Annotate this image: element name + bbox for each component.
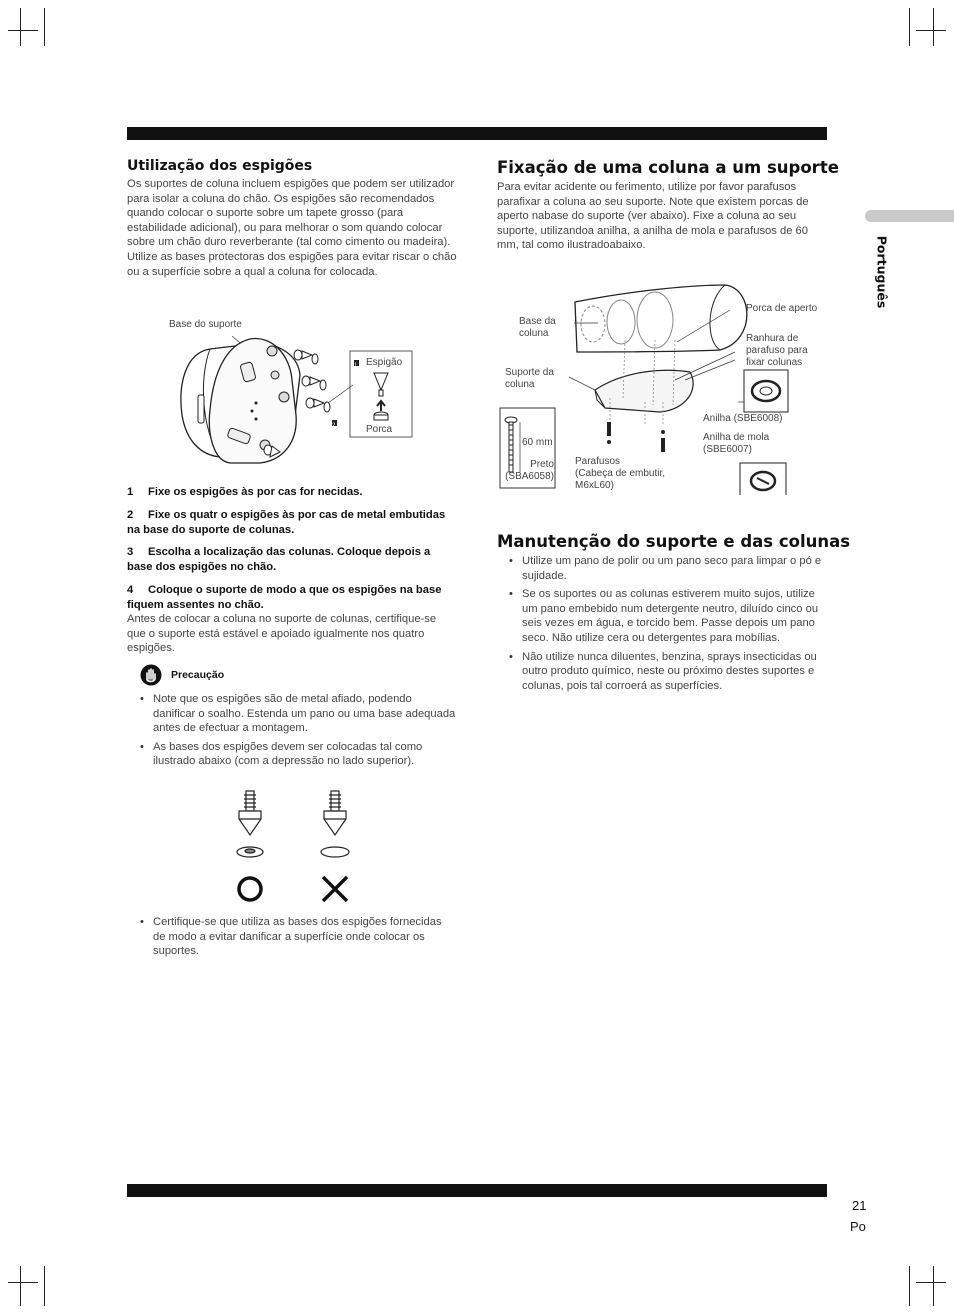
crop-mark xyxy=(44,8,45,46)
caution-item: • As bases dos espigões devem ser colocadas tal como ilustrado abaixo (com a depressão no lado superior). xyxy=(138,740,456,769)
label-preto: Preto (SBA6058) xyxy=(505,459,554,482)
step-4: 4 Coloque o suporte de modo a que os espigões na base fiquem assentes no chão. xyxy=(127,584,442,611)
maintenance-item: • Não utilize nunca diluentes, benzina, sprays insecticidas ou outro produto químico, neste ou próximo destes suportes e colunas, pois tal corroerá as superfícies. xyxy=(507,650,829,694)
header-bar xyxy=(127,127,827,140)
stand-base-figure xyxy=(160,315,430,470)
label-base-do-suporte: Base do suporte xyxy=(169,319,242,330)
crop-mark xyxy=(20,8,21,46)
final-note-list xyxy=(138,915,456,963)
section-title-spikes: Utilização dos espigões xyxy=(127,158,313,174)
section-title-maintenance: Manutenção do suporte e das colunas xyxy=(497,532,851,551)
marker-2: 2 xyxy=(332,423,336,429)
crop-mark xyxy=(8,1282,38,1283)
language-code: Po xyxy=(850,1219,866,1234)
crop-mark xyxy=(933,1266,934,1306)
marker-1: 1 xyxy=(354,363,358,369)
footer-bar xyxy=(127,1184,827,1197)
correct-mark-icon xyxy=(239,878,261,900)
crop-mark xyxy=(933,8,934,46)
step-2: 2 Fixe os quatr o espigões às por cas de metal embutidas na base do suporte de colunas. xyxy=(127,509,446,536)
caution-item: • Note que os espigões são de metal afiado, podendo danificar o soalho. Estenda um pano ou uma base adequada antes de efectuar a montagem. xyxy=(138,692,456,736)
spike-base-orientation-figure xyxy=(225,785,365,905)
crop-mark xyxy=(8,30,38,31)
step-3: 3 Escolha a localização das colunas. Coloque depois a base dos espigões no chão. xyxy=(127,546,431,573)
spikes-intro: Os suportes de coluna incluem espigões que podem ser utilizador para isolar a coluna do chão. Os espigões são recomendados quando colocar o suporte sobre um tapete grosso (para estabilidade adicional), ou para melhorar o som quando colocar sobre um chão duro reverberante (tal como cimento ou madeira). Utilize as bases protectoras dos espigões para evitar riscar o chão ou a superfície sobre a qual a coluna for colocada. xyxy=(127,178,457,278)
crop-mark xyxy=(909,1266,910,1306)
label-ranhura: Ranhura de parafuso para fixar colunas xyxy=(746,333,808,368)
maintenance-list xyxy=(507,554,829,697)
label-espigao: Espigão xyxy=(366,357,403,368)
label-anilha: Anilha (SBE6008) xyxy=(703,413,783,424)
final-note-item: • Certifique-se que utiliza as bases dos espigões fornecidas de modo a evitar danificar a superfície onde colocar os suportes. xyxy=(138,915,456,959)
crop-mark xyxy=(44,1266,45,1306)
section-title-fixing: Fixação de uma coluna a um suporte xyxy=(497,158,839,177)
incorrect-mark-icon xyxy=(323,877,347,901)
crop-mark xyxy=(909,8,910,46)
crop-mark xyxy=(20,1266,21,1306)
crop-mark xyxy=(916,1282,946,1283)
crop-mark xyxy=(916,30,946,31)
label-anilha-de-mola: Anilha de mola (SBE6007) xyxy=(703,432,770,455)
label-porca: Porca xyxy=(366,424,393,435)
language-label: Português xyxy=(874,235,890,309)
language-tab xyxy=(865,210,954,222)
label-base-da-coluna: Base da coluna xyxy=(519,316,556,339)
caution-hand-icon xyxy=(140,664,162,686)
fixing-intro: Para evitar acidente ou ferimento, utilize por favor parafusos parafixar a coluna ao seu suporte. Note que existem porcas de aperto nabase do suporte (ver abaixo). Fixe a coluna ao seu suporte, utilizandoa anilha, a anilha de mola e parafusos de 60 mm, tal como ilustradoabaixo. xyxy=(497,181,809,252)
caution-list xyxy=(138,692,456,773)
label-porca-de-aperto: Porca de aperto xyxy=(746,303,818,314)
label-60mm: 60 mm xyxy=(522,437,553,448)
maintenance-item: • Se os suportes ou as colunas estiverem muito sujos, utilize um pano embebido num detergente neutro, diluído cinco ou seis vezes em água, e torcido bem. Passe depois um pano seco. Não utilize cera ou detergentes para mobílias. xyxy=(507,587,829,645)
maintenance-item: • Utilize um pano de polir ou um pano seco para limpar o pó e sujidade. xyxy=(507,554,829,583)
label-suporte-da-coluna: Suporte da coluna xyxy=(505,367,554,390)
caution-title: Precaução xyxy=(171,669,225,681)
after-steps-text: Antes de colocar a coluna no suporte de colunas, certifique-se que o suporte está estável e apoiado igualmente nos quatro espigões. xyxy=(127,613,437,655)
page-number: 21 xyxy=(852,1198,867,1213)
step-1: 1 Fixe os espigões às por cas for necidas. xyxy=(127,486,363,498)
label-parafusos: Parafusos (Cabeça de embutir, M6xL60) xyxy=(575,456,666,491)
